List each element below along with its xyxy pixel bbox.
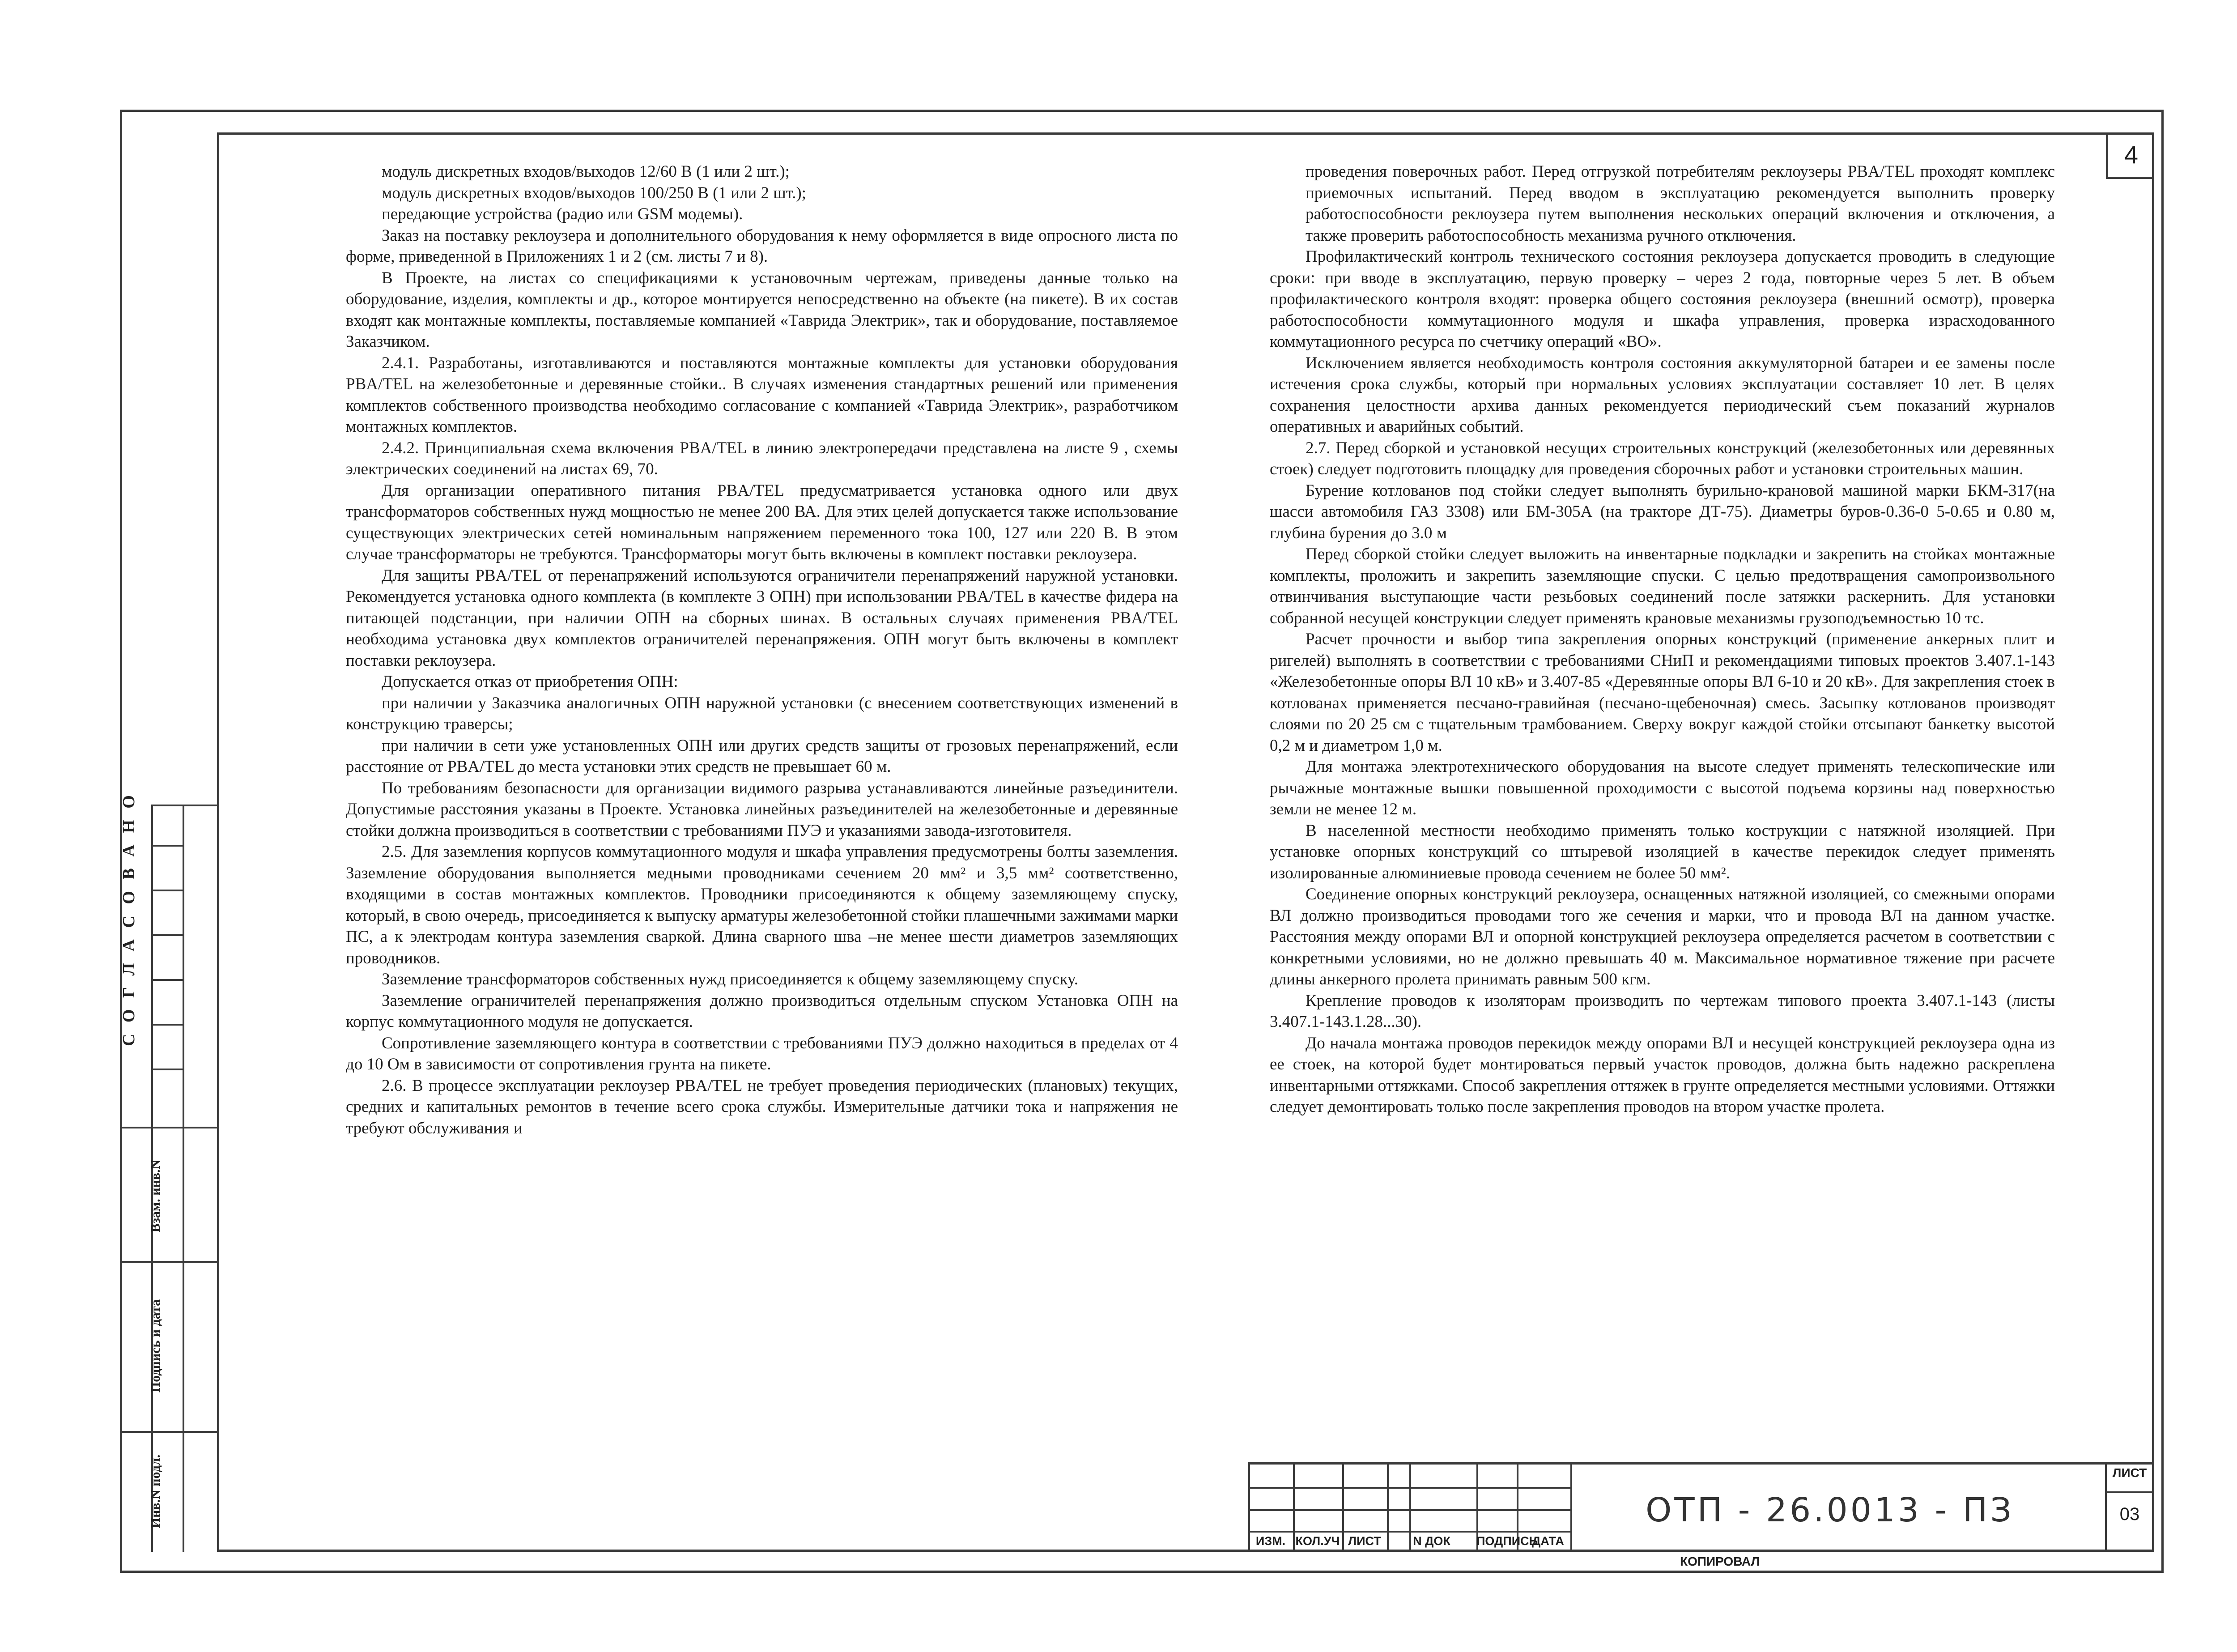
paragraph: модуль дискретных входов/выходов 12/60 В (1 или 2 шт.);: [382, 162, 790, 181]
paragraph: Соединение опорных конструкций реклоузера, оснащенных натяжной изоляцией, со смежными опорами ВЛ должно производиться проводами того же сечения и марки, что и провода ВЛ на данном участке. Расстояния между опорами ВЛ и опорной конструкцией реклоузера определяется расчетом в соответствии с конкретными условиями, но не должно превышать 40 м. Максимальное нормативное тяжение при расчете длины анкерного пролета принимать равным 500 кгм.: [1270, 885, 2055, 988]
paragraph: Перед сборкой стойки следует выложить на инвентарные подкладки и закрепить на стойках монтажные комплекты, проложить и закрепить заземляющие спуски. С целью предотвращения самопроизвольного отвинчивания выступающие части резьбовых соединений после затяжки раскернить. Для установки собранной несущей конструкции следует применять крановые механизмы грузоподъемностью 10 тс.: [1270, 545, 2055, 627]
agreed-label: С О Г Л А С О В А Н О: [119, 792, 138, 1046]
paragraph: Сопротивление заземляющего контура в соответствии с требованиями ПУЭ должно находиться в пределах от 4 до 10 Ом в зависимости от сопротивления грунта на пикете.: [346, 1034, 1178, 1073]
paragraph: при наличии у Заказчика аналогичных ОПН наружной установки (с внесением соответствующих изменений в конструкцию траверсы;: [346, 694, 1178, 733]
paragraph: В Проекте, на листах со спецификациями к установочным чертежам, приведены данные только на оборудование, изделия, комплекты и др., которое монтируется непосредственно на объекте (на пикете). В их состав входят как монтажные комплекты, поставляемые компанией «Таврида Электрик», так и оборудование, поставляемое Заказчиком.: [346, 268, 1178, 351]
paragraph: Заземление ограничителей перенапряжения должно производиться отдельным спуском Установка ОПН на корпус коммутационного модуля не допускается.: [346, 991, 1178, 1031]
paragraph: Бурение котлованов под стойки следует выполнять бурильно-крановой машиной марки БКМ-317(на шасси автомобиля ГАЗ 3308) или БМ-305А (на тракторе ДТ-75). Диаметры буров-0.36-0 5-0.65 и 0.80 м, глубина бурения до 3.0 м: [1270, 481, 2055, 542]
paragraph: 2.4.1. Разработаны, изготавливаются и поставляются монтажные комплекты для установки оборудования PBA/TEL на железобетонные и деревянные стойки.. В случаях изменения стандартных решений или применения комплектов собственного производства необходимо согласование с компанией «Таврида Электрик», разработчиком монтажных комплектов.: [346, 353, 1178, 436]
sheet-label: ЛИСТ: [2112, 1466, 2147, 1480]
sheet-number: 03: [2119, 1504, 2140, 1524]
paragraph: Допускается отказ от приобретения ОПН:: [382, 673, 678, 691]
label-kol-uch: КОЛ.УЧ: [1295, 1534, 1340, 1548]
right-text-column: [1270, 161, 2055, 1118]
paragraph: По требованиям безопасности для организации видимого разрыва устанавливаются линейные разъединители. Допустимые расстояния указаны в Проекте. Установка линейных разъединителей на железобетонные и деревянные стойки должна производиться в соответствии с требованиями ПУЭ и указаниями завода-изготовителя.: [346, 779, 1178, 840]
page-number: 4: [2124, 141, 2139, 169]
paragraph: Заказ на поставку реклоузера и дополнительного оборудования к нему оформляется в виде опросного листа по форме, приведенной в Приложениях 1 и 2 (см. листы 7 и 8).: [346, 226, 1178, 266]
paragraph: 2.7. Перед сборкой и установкой несущих строительных конструкций (железобетонных или деревянных стоек) следует подготовить площадку для проведения сборочных работ и установки строительных машин.: [1270, 439, 2055, 478]
paragraph: Для монтажа электротехнического оборудования на высоте следует применять телескопические или рычажные монтажные вышки повышенной проходимости с высотой подъема корзины над поверхностью земли не менее 12 м.: [1270, 758, 2055, 818]
document-code: ОТП - 26.0013 - ПЗ: [1646, 1491, 2014, 1529]
paragraph: передающие устройства (радио или GSM модемы).: [382, 205, 743, 223]
signature-date-label: Подпись и дата: [148, 1299, 163, 1393]
paragraph: В населенной местности необходимо применять только кострукции с натяжной изоляцией. При установке опорных конструкций со штыревой изоляцией в качестве перекидок следует применять изолированные алюминиевые провода сечением не более 50 мм².: [1270, 821, 2055, 882]
side-stamp-panel: [119, 792, 219, 1552]
paragraph: Для организации оперативного питания PBA/TEL предусматривается установка одного или двух трансформаторов собственных нужд мощностью не менее 200 ВА. Для этих целей допускается также использование существующих электрических сетей номинальным напряжением переменного тока 100, 127 или 220 В. В этом случае трансформаторы не требуются. Трансформаторы могут быть включены в комплект поставки реклоузера.: [346, 481, 1178, 563]
paragraph: при наличии в сети уже установленных ОПН или других средств защиты от грозовых перенапряжений, если расстояние от PBA/TEL до места установки этих средств не превышает 60 м.: [346, 736, 1178, 776]
paragraph: Для защиты PBA/TEL от перенапряжений используются ограничители перенапряжений наружной установки. Рекомендуется установка одного комплекта (в комплекте 3 ОПН) при использовании PBA/TEL в качестве фидера на питающей подстанции, при наличии ОПН на сборных шинах. В остальных случаях применения PBA/TEL необходима установка двух комплектов ограничителей перенапряжения. ОПН могут быть включены в комплект поставки реклоузера.: [346, 566, 1178, 670]
paragraph: До начала монтажа проводов перекидок между опорами ВЛ и несущей конструкцией реклоузера одна из ее стоек, на которой будет монтироваться первый участок проводов, должна быть надежно раскреплена инвентарными оттяжками. Способ закрепления оттяжек в грунте определяется местными условиями. Оттяжки следует демонтировать только после закрепления проводов на втором участке пролета.: [1270, 1034, 2055, 1116]
paragraph: Профилактический контроль технического состояния реклоузера допускается проводить в следующие сроки: при вводе в эксплуатацию, первую проверку – через 2 года, повторные через 5 лет. В объем профилактического контроля входят: проверка общего состояния реклоузера (внешний осмотр), проверка работоспособности коммутационного модуля и шкафа управления, проверка израсходованного коммутационного ресурса по счетчику операций «ВО».: [1270, 247, 2055, 351]
copied-label: КОПИРОВАЛ: [1680, 1554, 1760, 1568]
label-n-dok: N ДОК: [1413, 1534, 1450, 1548]
paragraph: Крепление проводов к изоляторам производить по чертежам типового проекта 3.407.1-143 (листы 3.407.1-143.1.28...30).: [1270, 991, 2055, 1031]
original-inv-label: Инв.N подл.: [148, 1454, 163, 1529]
page-number-box: [2106, 132, 2154, 179]
paragraph: 2.4.2. Принципиальная схема включения PBA/TEL в линию электропередачи представлена на листе 9 , схемы электрических соединений на листах 69, 70.: [346, 439, 1178, 478]
label-podpis: ПОДПИСЬ: [1476, 1534, 1538, 1548]
paragraph: Расчет прочности и выбор типа закрепления опорных конструкций (применение анкерных плит и ригелей) выполнять в соответствии с требованиями СНиП и рекомендациями типовых проектов 3.407.1-143 «Железобетонные опоры ВЛ 10 кВ» и 3.407-85 «Деревянные опоры ВЛ 6-10 и 20 кВ». Для закрепления стоек в котлованах применяется песчано-гравийная (песчано-щебеночная) смесь. Засыпку котлованов производят слоями по 20 25 см с тщательным трамбованием. Сверху вокруг каждой стойки отсыпают банкетку высотой 0,2 м и диаметром 1,0 м.: [1270, 630, 2055, 755]
paragraph: 2.6. В процессе эксплуатации реклоузер PBA/TEL не требует проведения периодических (плановых) текущих, средних и капитальных ремонтов в течение всего срока службы. Измерительные датчики тока и напряжения не требуют обслуживания и: [346, 1076, 1178, 1137]
paragraph: проведения поверочных работ. Перед отгрузкой потребителям реклоузеры PBA/TEL проходят комплекс приемочных испытаний. Перед вводом в эксплуатацию рекомендуется выполнить проверку работоспособности реклоузера путем выполнения нескольких операций включения и отключения, а также проверить работоспособность механизма ручного отключения.: [1306, 162, 2055, 245]
label-data: ДАТА: [1532, 1534, 1564, 1548]
label-izm: ИЗМ.: [1255, 1534, 1286, 1548]
paragraph: модуль дискретных входов/выходов 100/250 В (1 или 2 шт.);: [382, 183, 806, 202]
label-list: ЛИСТ: [1348, 1534, 1381, 1548]
left-text-column: [346, 161, 1178, 1139]
paragraph: 2.5. Для заземления корпусов коммутационного модуля и шкафа управления предусмотрены болты заземления. Заземление оборудования выполняется медными проводниками сечением 20 мм² и 3,5 мм² соответственно, входящими в состав монтажных комплектов. Проводники присоединяются к общему заземляющему спуску, который, в свою очередь, присоединяется к выпуску арматуры железобетонной стойки плашечными зажимами марки ПС, а к электродам контура заземления сваркой. Длина сварного шва –не менее шести диаметров заземляющих проводников.: [346, 843, 1178, 967]
paragraph: Заземление трансформаторов собственных нужд присоединяется к общему заземляющему спуску.: [382, 970, 1078, 988]
replacement-inv-label: Взам. инв.N: [148, 1159, 163, 1233]
paragraph: Исключением является необходимость контроля состояния аккумуляторной батареи и ее замены после истечения срока службы, который при нормальных условиях эксплуатации составляет 10 лет. В целях сохранения целостности архива данных рекомендуется периодический съем показаний журналов оперативных и аварийных событий.: [1270, 353, 2055, 436]
